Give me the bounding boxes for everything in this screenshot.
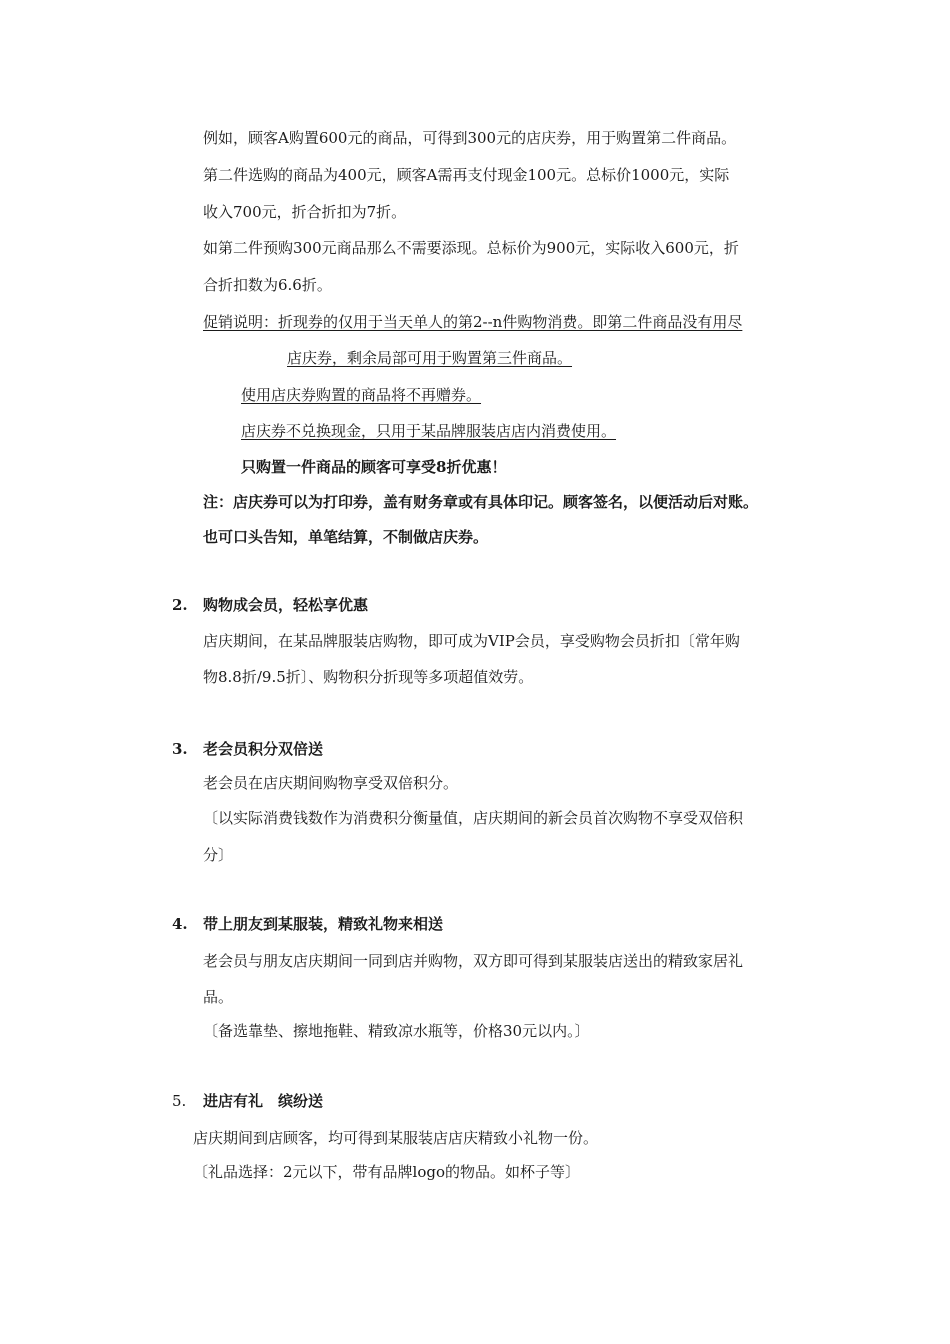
- section-body-line: 〔礼品选择：2元以下，带有品牌logo的物品。如杯子等〕: [193, 1163, 581, 1181]
- promo-note-line: 使用店庆券购置的商品将不再赠券。: [241, 386, 482, 404]
- section-body-line: 老会员在店庆期间购物享受双倍积分。: [203, 774, 459, 792]
- section-title: 带上朋友到某服装，精致礼物来相送: [203, 915, 444, 933]
- intro-paragraph-line: 例如，顾客A购置600元的商品，可得到300元的店庆券，用于购置第二件商品。: [203, 129, 737, 147]
- section-number: 2.: [172, 596, 188, 614]
- section-body-line: 〔备选靠垫、擦地拖鞋、精致凉水瓶等，价格30元以内。〕: [203, 1022, 590, 1040]
- section-body-line: 品。: [203, 988, 234, 1006]
- section-title: 购物成会员，轻松享优惠: [203, 596, 369, 614]
- promo-highlight-line: 只购置一件商品的顾客可享受8折优惠！: [241, 458, 507, 476]
- section-number: 5.: [172, 1092, 187, 1110]
- intro-paragraph-line: 如第二件预购300元商品那么不需要添现。总标价为900元，实际收入600元，折: [203, 239, 739, 257]
- promo-note-line: 促销说明：折现券的仅用于当天单人的第2--n件购物消费。即第二件商品没有用尽: [203, 313, 743, 331]
- section-body-line: 店庆期间到店顾客，均可得到某服装店店庆精致小礼物一份。: [193, 1129, 599, 1147]
- note-line: 注：店庆券可以为打印券，盖有财务章或有具体印记。顾客签名，以便活动后对账。: [203, 493, 759, 511]
- section-body-line: 分〕: [203, 846, 234, 864]
- promo-note-line: 店庆券，剩余局部可用于购置第三件商品。: [287, 349, 573, 367]
- intro-paragraph-line: 收入700元，折合折扣为7折。: [203, 203, 407, 221]
- note-line: 也可口头告知，单笔结算，不制做店庆券。: [203, 528, 489, 546]
- section-body-line: 店庆期间，在某品牌服装店购物，即可成为VIP会员，享受购物会员折扣〔常年购: [203, 632, 740, 650]
- section-body-line: 老会员与朋友店庆期间一同到店并购物，双方即可得到某服装店送出的精致家居礼: [203, 952, 744, 970]
- intro-paragraph-line: 第二件选购的商品为400元，顾客A需再支付现金100元。总标价1000元，实际: [203, 166, 730, 184]
- intro-paragraph-line: 合折扣数为6.6折。: [203, 276, 332, 294]
- section-number: 4.: [172, 915, 188, 933]
- section-body-line: 〔以实际消费钱数作为消费积分衡量值，店庆期间的新会员首次购物不享受双倍积: [203, 809, 744, 827]
- section-number: 3.: [172, 740, 188, 758]
- section-title: 老会员积分双倍送: [203, 740, 324, 758]
- promo-note-line: 店庆券不兑换现金，只用于某品牌服装店店内消费使用。: [241, 422, 617, 440]
- section-body-line: 物8.8折/9.5折〕、购物积分折现等多项超值效劳。: [203, 668, 534, 686]
- section-title: 进店有礼 缤纷送: [203, 1092, 324, 1110]
